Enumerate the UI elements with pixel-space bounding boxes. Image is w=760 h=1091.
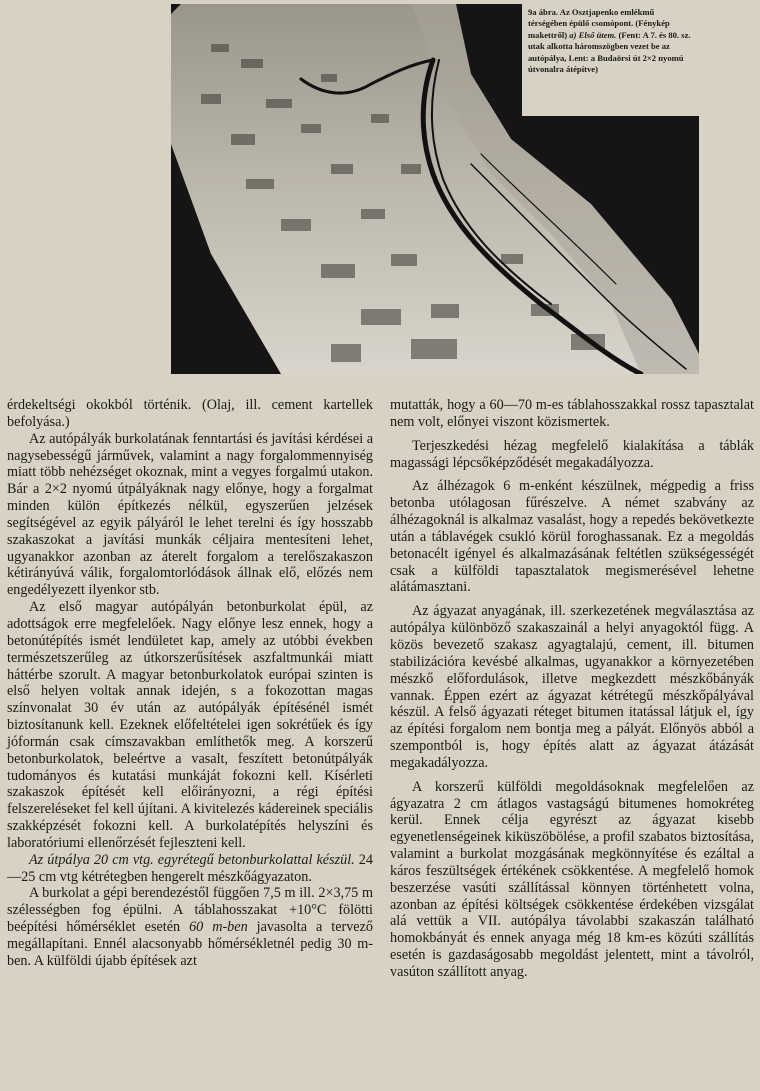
emphasis: Az útpálya 20 cm vtg. egyrétegű betonburkolattal készül.: [29, 851, 355, 868]
left-column: [7, 397, 373, 970]
caption-subtitle-label: a) Első ütem.: [569, 29, 617, 40]
caption-text: (Fent: A 7. és 80. sz. utak alkotta háromszögben vezet be az autópálya, Lent: a Budaörsi út 2×2 nyomú útvonalra átépítve): [528, 29, 691, 75]
paragraph: [7, 885, 373, 969]
paragraph: Az ágyazat anyagának, ill. szerkezetének megválasztása az autópálya különböző szakaszainál a helyi anyagoktól függ. A közös bevezető szakasz agyagtalajú, cement, ill. bitumen stabilizációra kevésbé alkalmas, ugyanakkor a környezetében mészkő előfordulások, illetve megkezdett mészkőbányák vannak. Éppen ezért az ágyazat kétrétegű mészkőpályával készül. A felső ágyazati réteget bitumen itatással látjuk el, így az építési forgalom nem bontja meg a pályát. Előnyös abból a szempontból is, hogy építés alatt az ágyazat átázását megakadályozza.: [390, 603, 754, 771]
right-column: [390, 397, 754, 981]
model-photo: [171, 4, 699, 374]
paragraph: Az első magyar autópályán betonburkolat épül, az adottságok erre megfelelőek. Nagy előnye lesz ennek, hogy a betonútépítés ismét lendületet kap, amely az utóbbi években természetszerűleg az útkorszerűsítések aszfaltmunkái miatt háttérbe szorult. A magyar betonburkolatok európai szinten is első helyen voltak annak idején, s a fokozottan magas színvonalat 30 év után az autópályák építésénél ismét biztosítanunk kell. Ezeknek előfeltételei igen sokrétűek és így jóformán csak címszavakban említhetők meg. A korszerű betonburkolatok, beleértve a vasalt, feszített betonútpályák tudományos és kutatási munkáját fokozni kell. Kísérleti szakaszok építését kell előirányozni, a régi építési felszereléseket fel kell újítani. A kivitelezés kádereinek speciális szakképzését fokozni kell. A burkolatépítés helyszíni és laboratóriumi ellenőrzését fejleszteni kell.: [7, 599, 373, 851]
paragraph: A korszerű külföldi megoldásoknak megfelelően az ágyazatra 2 cm átlagos vastagságú bitumenes homokréteg kerül. Ennek célja egyrészt az ágyazat kisebb egyenetlenségeinek kiküszöbölése, a profil szabatos biztosítása, valamint a burkolat mozgásának megkönnyítése és ezáltal a káros feszültségek értékének csökkentése. A megfelelő homok beszerzése vasúti szállítással könnyen történhetett volna, azonban az építési költségek csökkentése érdekében vizsgálat alá vettük a VII. autópálya távolabbi szakaszán található homokbányát és ennek anyaga még 18 km-es közúti szállítás esetén is gazdaságosabb megoldást jelentett, mint a távolról, vasúton szállított anyag.: [390, 778, 754, 980]
paragraph: Az autópályák burkolatának fenntartási és javítási kérdései a nagysebességű járművek, valamint a nagy forgalommennyiség miatt több nehézséget okoznak, mint a vegyes forgalmú utakon. Bár a 2×2 nyomú útpályáknak nagy előnye, hogy a forgalmat minden külön építkezés nélkül, egyszerűen jelzések segítségével az egyik pályáról le lehet terelni és így hosszabb szakaszokat a javítási munkák céljaira mentesíteni lehet, ugyanakkor azonban az áterelt forgalom a terelőszakaszon kétirányúvá válik, forgalomtorlódások állnak elő, előzés nem engedélyezett ilyenkor stb.: [7, 430, 373, 599]
figure-caption: [522, 4, 699, 116]
paragraph: [7, 852, 373, 886]
paragraph: Terjeszkedési hézag megfelelő kialakítása a táblák magassági lépcsőképződését megakadályozza.: [390, 437, 754, 471]
paragraph: Az álhézagok 6 m-enként készülnek, mégpedig a friss betonba utólagosan fűrészelve. A német szabvány az álhézagoknál is alkalmaz vasalást, hogy a repedés bekövetkezte után a táblavégek csukló körül foroghassanak. Ez a megoldás betonacélt igényel és alkalmazásának feltétlen szükségességét csak a külföldi tapasztalatok megismerésével lehetne alátámasztani.: [390, 478, 754, 596]
paragraph-text: 24—25 cm vtg kétrétegben hengerelt mészkőágyazaton.: [7, 851, 373, 885]
caption-title: Az Osztjapenko emlékmű térségében épülő csomópont. (Fénykép makettről): [528, 7, 670, 40]
paragraph-text: A burkolat a gépi berendezéstől függően 7,5 m ill. 2×3,75 m szélességben fog épülni. A táblahosszakat +10°C fölötti beépítési hőmérséklet esetén: [7, 885, 373, 936]
emphasis: 60 m-ben: [189, 919, 248, 936]
caption-number: 9a ábra.: [528, 7, 559, 17]
paragraph: mutatták, hogy a 60—70 m-es táblahosszakkal rossz tapasztalat nem volt, előnyei viszont közismertek.: [390, 397, 754, 430]
paragraph: érdekeltségi okokból történik. (Olaj, ill. cement kartellek befolyása.): [7, 397, 373, 430]
paragraph-text: javasolta a tervező megállapítani. Ennél alacsonyabb hőmérsékletnél pedig 30 m-ben. A külföldi újabb építések azt: [7, 919, 373, 969]
